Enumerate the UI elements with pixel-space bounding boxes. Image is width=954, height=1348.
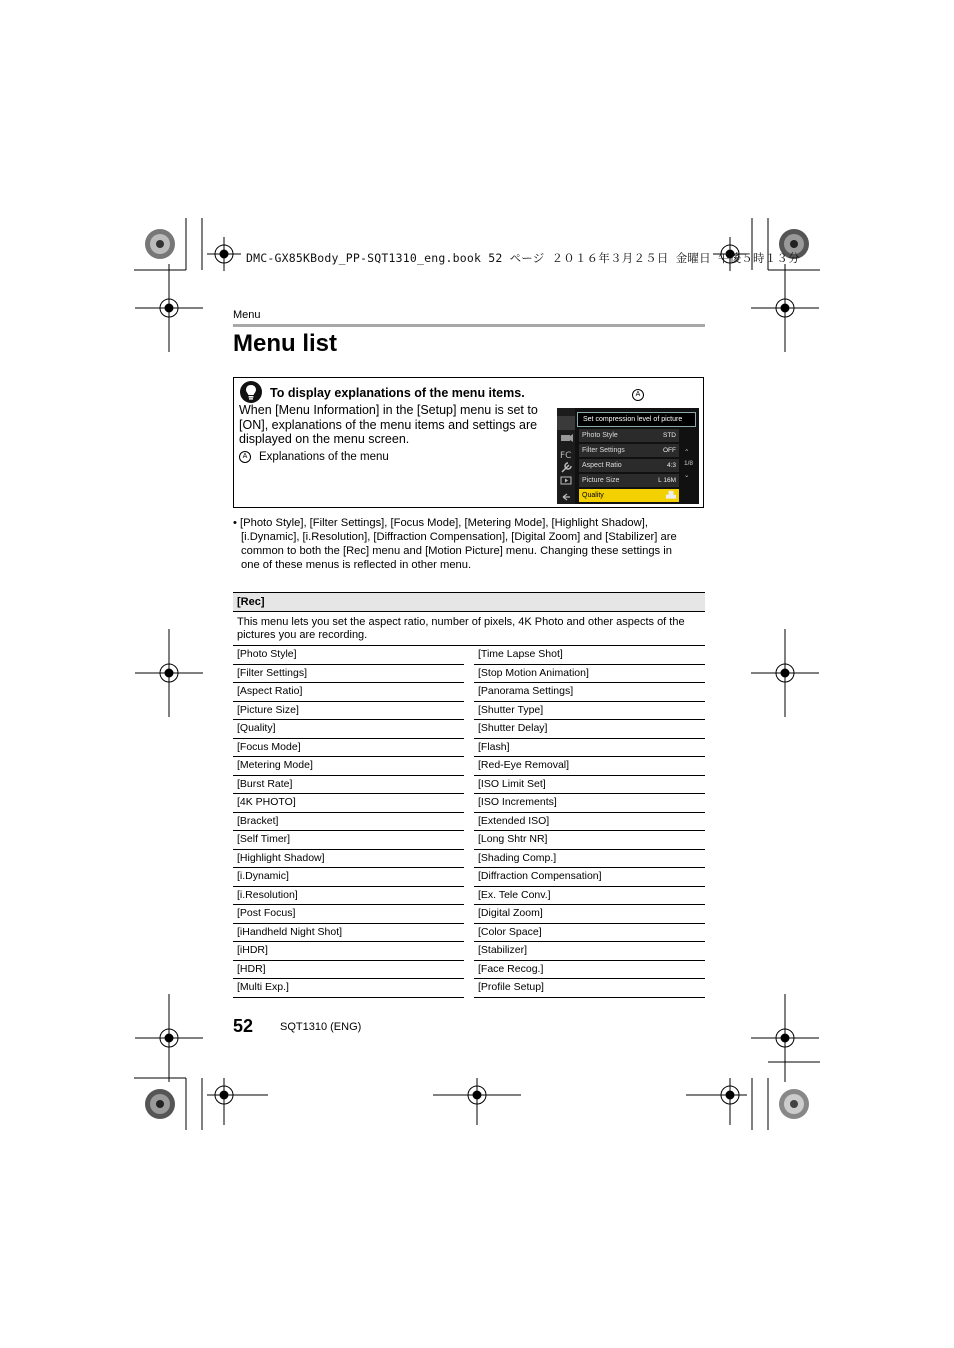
note-line-2: [i.Dynamic], [i.Resolution], [Diffraction Compensation], [Digital Zoom] and [Stabilizer] are (241, 531, 677, 543)
color-target-tl (145, 229, 175, 259)
menu-row-filter-settings: Filter Settings OFF (579, 444, 679, 457)
table-row: [Highlight Shadow] (233, 850, 464, 869)
rec-items-right-column (474, 646, 705, 998)
page-indicator: 1/8 (684, 460, 694, 467)
table-row: [4K PHOTO] (233, 794, 464, 813)
table-row: [Metering Mode] (233, 757, 464, 776)
print-header: DMC-GX85KBody_PP-SQT1310_eng.book 52 ページ ２０１６年３月２５日 金曜日 午後５時１３分 (246, 251, 800, 265)
menu-tab-strip (557, 408, 575, 504)
table-row: [Face Recog.] (474, 961, 705, 980)
menu-row-picture-size: Picture Size L 16M (579, 474, 679, 487)
shared-settings-note (233, 516, 705, 572)
section-divider (233, 324, 705, 327)
table-row: [Photo Style] (233, 646, 464, 665)
table-row: [iHDR] (233, 942, 464, 961)
table-row: [Red-Eye Removal] (474, 757, 705, 776)
quality-icon: ▟▙ (666, 492, 676, 499)
custom-icon (560, 451, 571, 461)
registration-mark-r1 (751, 264, 819, 352)
tip-callout-note (239, 451, 389, 463)
tip-callout-text: Explanations of the menu (259, 451, 389, 464)
rec-table-heading: [Rec] (233, 593, 705, 612)
table-row: [Shutter Delay] (474, 720, 705, 739)
camera-menu-screen (557, 408, 699, 504)
tip-box (233, 377, 704, 508)
table-row: [Filter Settings] (233, 665, 464, 684)
lightbulb-icon (240, 381, 262, 403)
table-row: [Multi Exp.] (233, 979, 464, 998)
table-row: [Self Timer] (233, 831, 464, 850)
table-row: [Stabilizer] (474, 942, 705, 961)
table-row: [Panorama Settings] (474, 683, 705, 702)
table-row: [Long Shtr NR] (474, 831, 705, 850)
svg-text:FC: FC (560, 451, 572, 461)
video-icon (561, 434, 573, 442)
note-line-1: • [Photo Style], [Filter Settings], [Focus Mode], [Metering Mode], [Highlight Shadow], (233, 517, 648, 529)
callout-a-marker: A (632, 389, 644, 401)
back-icon (563, 494, 570, 500)
table-row: [Profile Setup] (474, 979, 705, 998)
table-row: [Diffraction Compensation] (474, 868, 705, 887)
rec-items-left-column (233, 646, 464, 998)
table-row: [Quality] (233, 720, 464, 739)
registration-mark-bl (207, 1078, 268, 1125)
registration-mark-l3 (135, 994, 203, 1082)
section-label: Menu (233, 309, 261, 321)
menu-row-photo-style: Photo Style STD (579, 429, 679, 442)
table-row: [Digital Zoom] (474, 905, 705, 924)
wrench-icon (562, 463, 571, 472)
table-row: [i.Dynamic] (233, 868, 464, 887)
registration-mark-bc (433, 1078, 521, 1125)
table-row: [Post Focus] (233, 905, 464, 924)
table-row: [Picture Size] (233, 702, 464, 721)
registration-mark-r3 (751, 994, 819, 1082)
table-row: [HDR] (233, 961, 464, 980)
page-number: 52 (233, 1016, 254, 1036)
table-row: [Bracket] (233, 813, 464, 832)
registration-mark-l1 (135, 264, 203, 352)
rec-menu-table (233, 592, 705, 998)
table-row: [Focus Mode] (233, 739, 464, 758)
note-line-4: one of these menus is reflected in other menu. (241, 559, 472, 571)
registration-mark-r2 (751, 629, 819, 717)
menu-row-quality-selected: Quality ▟▙ (579, 489, 679, 502)
menu-row-aspect-ratio: Aspect Ratio 4:3 (579, 459, 679, 472)
note-line-3: common to both the [Rec] menu and [Motion Picture] menu. Changing these settings in (241, 545, 672, 557)
registration-mark-tl (207, 237, 241, 271)
playback-icon (561, 477, 571, 484)
table-row: [Ex. Tele Conv.] (474, 887, 705, 906)
registration-mark-br (686, 1078, 747, 1125)
table-row: [Stop Motion Animation] (474, 665, 705, 684)
rec-tab-active (557, 416, 575, 430)
table-row: [Burst Rate] (233, 776, 464, 795)
scroll-up-icon: ⌃ (684, 449, 690, 456)
table-row: [Extended ISO] (474, 813, 705, 832)
rec-table-description: This menu lets you set the aspect ratio, number of pixels, 4K Photo and other aspects of the pictures you are recording. (233, 612, 705, 646)
registration-mark-l2 (135, 629, 203, 717)
menu-info-banner: Set compression level of picture (577, 412, 696, 427)
table-row: [ISO Increments] (474, 794, 705, 813)
table-row: [ISO Limit Set] (474, 776, 705, 795)
table-row: [Color Space] (474, 924, 705, 943)
scroll-down-icon: ⌄ (684, 472, 690, 479)
table-row: [Time Lapse Shot] (474, 646, 705, 665)
color-target-bl (145, 1089, 175, 1119)
tip-body: When [Menu Information] in the [Setup] menu is set to [ON], explanations of the menu items and settings are displayed on the menu screen. (239, 403, 538, 446)
document-code: SQT1310 (ENG) (280, 1021, 362, 1033)
page-title: Menu list (233, 330, 338, 357)
table-row: [iHandheld Night Shot] (233, 924, 464, 943)
table-row: [Shading Comp.] (474, 850, 705, 869)
callout-a-icon: A (239, 451, 251, 463)
color-target-br (779, 1089, 809, 1119)
tip-title: To display explanations of the menu items. (270, 386, 525, 400)
table-row: [Aspect Ratio] (233, 683, 464, 702)
table-row: [Flash] (474, 739, 705, 758)
table-row: [Shutter Type] (474, 702, 705, 721)
table-row: [i.Resolution] (233, 887, 464, 906)
